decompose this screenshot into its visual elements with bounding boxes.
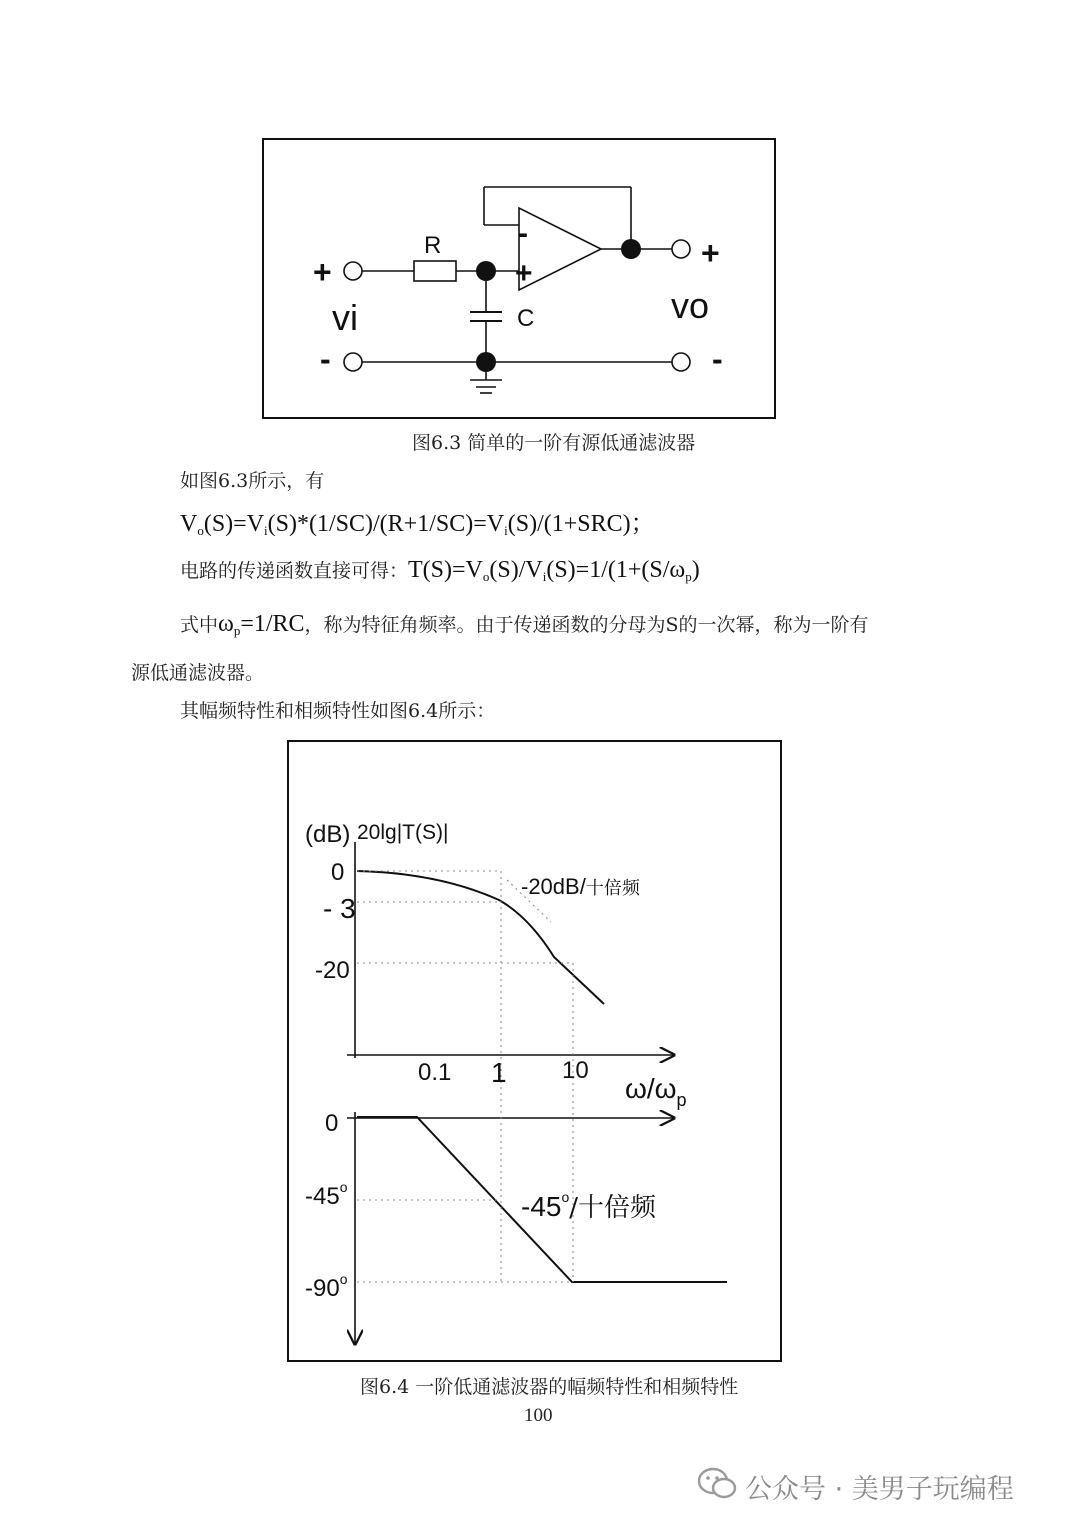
watermark-text: 公众号 · 美男子玩编程 bbox=[745, 1474, 1014, 1505]
label-c: C bbox=[517, 305, 535, 332]
label-vo: vo bbox=[671, 285, 710, 326]
page-number: 100 bbox=[524, 1405, 553, 1426]
label-opamp-minus: - bbox=[518, 217, 528, 250]
input-terminal-negative bbox=[344, 353, 362, 371]
mag-x-tick-0-1: 0.1 bbox=[418, 1059, 452, 1086]
label-output-minus: - bbox=[712, 341, 723, 377]
equation-transfer-function: $T(S)=V_o(S)/V_i(S)=1/(1+(S/\omega_p)$ bbox=[408, 557, 700, 584]
paragraph-line-5: 其幅频特性和相频特性如图6.4所示： bbox=[180, 700, 496, 722]
resistor-r bbox=[414, 261, 456, 281]
mag-x-axis-label: $\omega/\omega_p$ bbox=[625, 1073, 687, 1110]
label-input-minus: - bbox=[320, 341, 331, 377]
input-terminal-positive bbox=[344, 262, 362, 280]
mag-function-label: 20lg|T(S)| bbox=[357, 821, 449, 844]
label-r: R bbox=[424, 232, 442, 259]
label-output-plus: + bbox=[701, 235, 720, 271]
output-terminal-negative bbox=[672, 353, 690, 371]
phase-y-tick-45: -45$^o$ bbox=[305, 1179, 348, 1210]
figure-6-3-caption: 图6.3 简单的一阶有源低通滤波器 bbox=[412, 432, 696, 454]
figure-6-4-bode-plot bbox=[287, 740, 782, 1362]
bode-plot-diagram bbox=[289, 742, 780, 1360]
output-terminal-positive bbox=[672, 240, 690, 258]
mag-slope-label: -20dB/十倍频 bbox=[521, 874, 640, 899]
paragraph-line-1: 如图6.3所示，有 bbox=[180, 470, 325, 492]
label-input-plus: + bbox=[313, 254, 332, 290]
label-opamp-plus: + bbox=[515, 257, 533, 290]
wechat-icon bbox=[698, 1466, 738, 1502]
mag-y-tick-0: 0 bbox=[331, 859, 345, 886]
phase-y-tick-0: 0 bbox=[325, 1110, 339, 1137]
paragraph-line-4: 源低通滤波器。 bbox=[131, 662, 265, 684]
active-lowpass-circuit-diagram bbox=[264, 140, 774, 417]
label-vi: vi bbox=[332, 297, 358, 338]
mag-y-tick-20: -20 bbox=[315, 957, 350, 984]
figure-6-4-caption: 图6.4 一阶低通滤波器的幅频特性和相频特性 bbox=[360, 1376, 739, 1398]
node-dot bbox=[621, 239, 641, 259]
mag-y-tick-3: - 3 bbox=[323, 893, 356, 924]
node-dot bbox=[476, 261, 496, 281]
mag-unit-label: (dB) bbox=[305, 821, 351, 848]
paragraph-line-3: 式中$\omega_p=1/RC$，称为特征角频率。由于传递函数的分母为S的一次幂，称为一阶有 bbox=[180, 611, 869, 638]
phase-slope-label: -45$^o$/十倍频 bbox=[521, 1189, 657, 1223]
mag-x-tick-1: 1 bbox=[491, 1057, 507, 1088]
phase-y-tick-90: -90$^o$ bbox=[305, 1271, 348, 1302]
figure-6-3-circuit bbox=[262, 138, 776, 419]
node-dot bbox=[476, 352, 496, 372]
mag-x-tick-10: 10 bbox=[562, 1057, 589, 1084]
paragraph-line-2: 电路的传递函数直接可得：$T(S)=V_o(S)/V_i(S)=1/(1+(S/\omega_p)$ bbox=[180, 557, 700, 584]
equation-vo: $V_o(S)=V_i(S)*(1/SC)/(R+1/SC)=V_i(S)/(1+SRC)$； bbox=[180, 511, 655, 538]
